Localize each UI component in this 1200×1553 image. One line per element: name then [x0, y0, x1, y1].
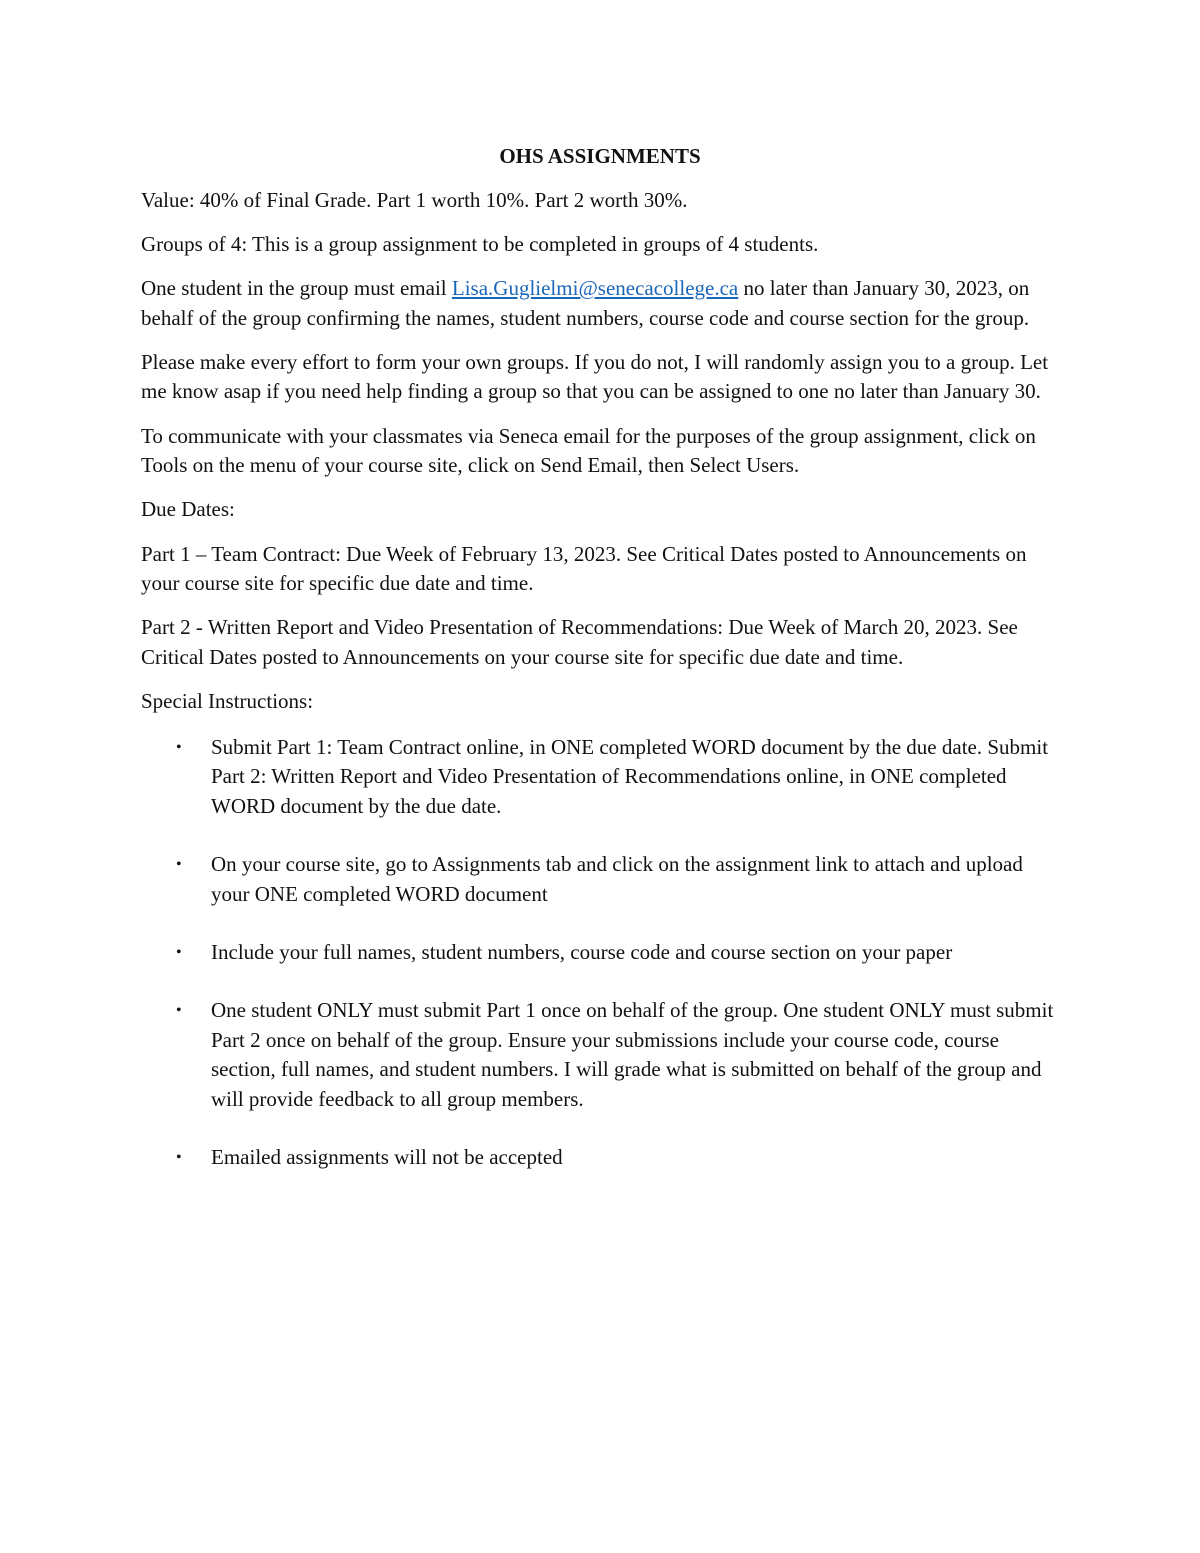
groups-paragraph: Please make every effort to form your own groups. If you do not, I will randomly assign you to a group. Let me know asap if you need help finding a group so that you can be assigned to one no later than January 30.: [141, 349, 1049, 404]
email-paragraph: [141, 274, 1059, 333]
part2-due: Part 2 - Written Report and Video Presentation of Recommendations: Due Week of March 20, 2023. See Critical Dates posted to Announcements on your course site for specific due date and time.: [141, 615, 1018, 669]
bullet-icon: •: [176, 856, 182, 874]
communicate-paragraph: To communicate with your classmates via Seneca email for the purposes of the group assignment, click on Tools on the menu of your course site, click on Send Email, then Select Users.: [141, 423, 1036, 478]
groups-line: Groups of 4: This is a group assignment to be completed in groups of 4 students.: [141, 231, 819, 256]
special-instructions-heading: Special Instructions:: [141, 689, 314, 714]
document-title: OHS ASSIGNMENTS: [499, 144, 701, 168]
due-dates-heading: Due Dates:: [141, 497, 235, 522]
list-item: [141, 938, 1059, 968]
list-item: [141, 996, 1059, 1114]
part1-due: Part 1 – Team Contract: Due Week of February 13, 2023. See Critical Dates posted to Announcements on your course site for specific due date and time.: [141, 541, 1027, 596]
list-item: [141, 1143, 1059, 1173]
bullet-icon: •: [176, 1002, 182, 1019]
bullet-icon: •: [176, 1148, 182, 1166]
email-link[interactable]: Lisa.Guglielmi@senecacollege.ca: [451, 275, 739, 300]
email-para-before: One student in the group must email: [141, 275, 452, 300]
instruction-text: One student ONLY must submit Part 1 once on behalf of the group. One student ONLY must submit Part 2 once on behalf of the group. Ensure your submissions include your course code, course section, full names, and student numbers. I will grade what is submitted on behalf of the group and will provide feedback to all group members.: [211, 998, 1054, 1111]
instruction-text: Emailed assignments will not be accepted: [211, 1144, 563, 1169]
list-item: [141, 733, 1059, 822]
bullet-icon: •: [176, 943, 182, 961]
instruction-text: On your course site, go to Assignments tab and click on the assignment link to attach and upload your ONE completed WORD document: [211, 852, 1023, 906]
list-item: [141, 850, 1059, 909]
instruction-text: Submit Part 1: Team Contract online, in ONE completed WORD document by the due date. Submit Part 2: Written Report and Video Presentation of Recommendations online, in ONE completed WORD document by the due date.: [211, 734, 1049, 818]
document-page: [141, 142, 1059, 1201]
value-line: Value: 40% of Final Grade. Part 1 worth 10%. Part 2 worth 30%.: [141, 187, 688, 212]
bullet-icon: •: [176, 738, 182, 756]
email-para-after: no later than January 30, 2023, on behalf of the group confirming the names, student numbers, course code and course section for the group.: [141, 275, 1030, 330]
instruction-text: Include your full names, student numbers, course code and course section on your paper: [211, 939, 953, 964]
instructions-list: [141, 733, 1059, 1173]
